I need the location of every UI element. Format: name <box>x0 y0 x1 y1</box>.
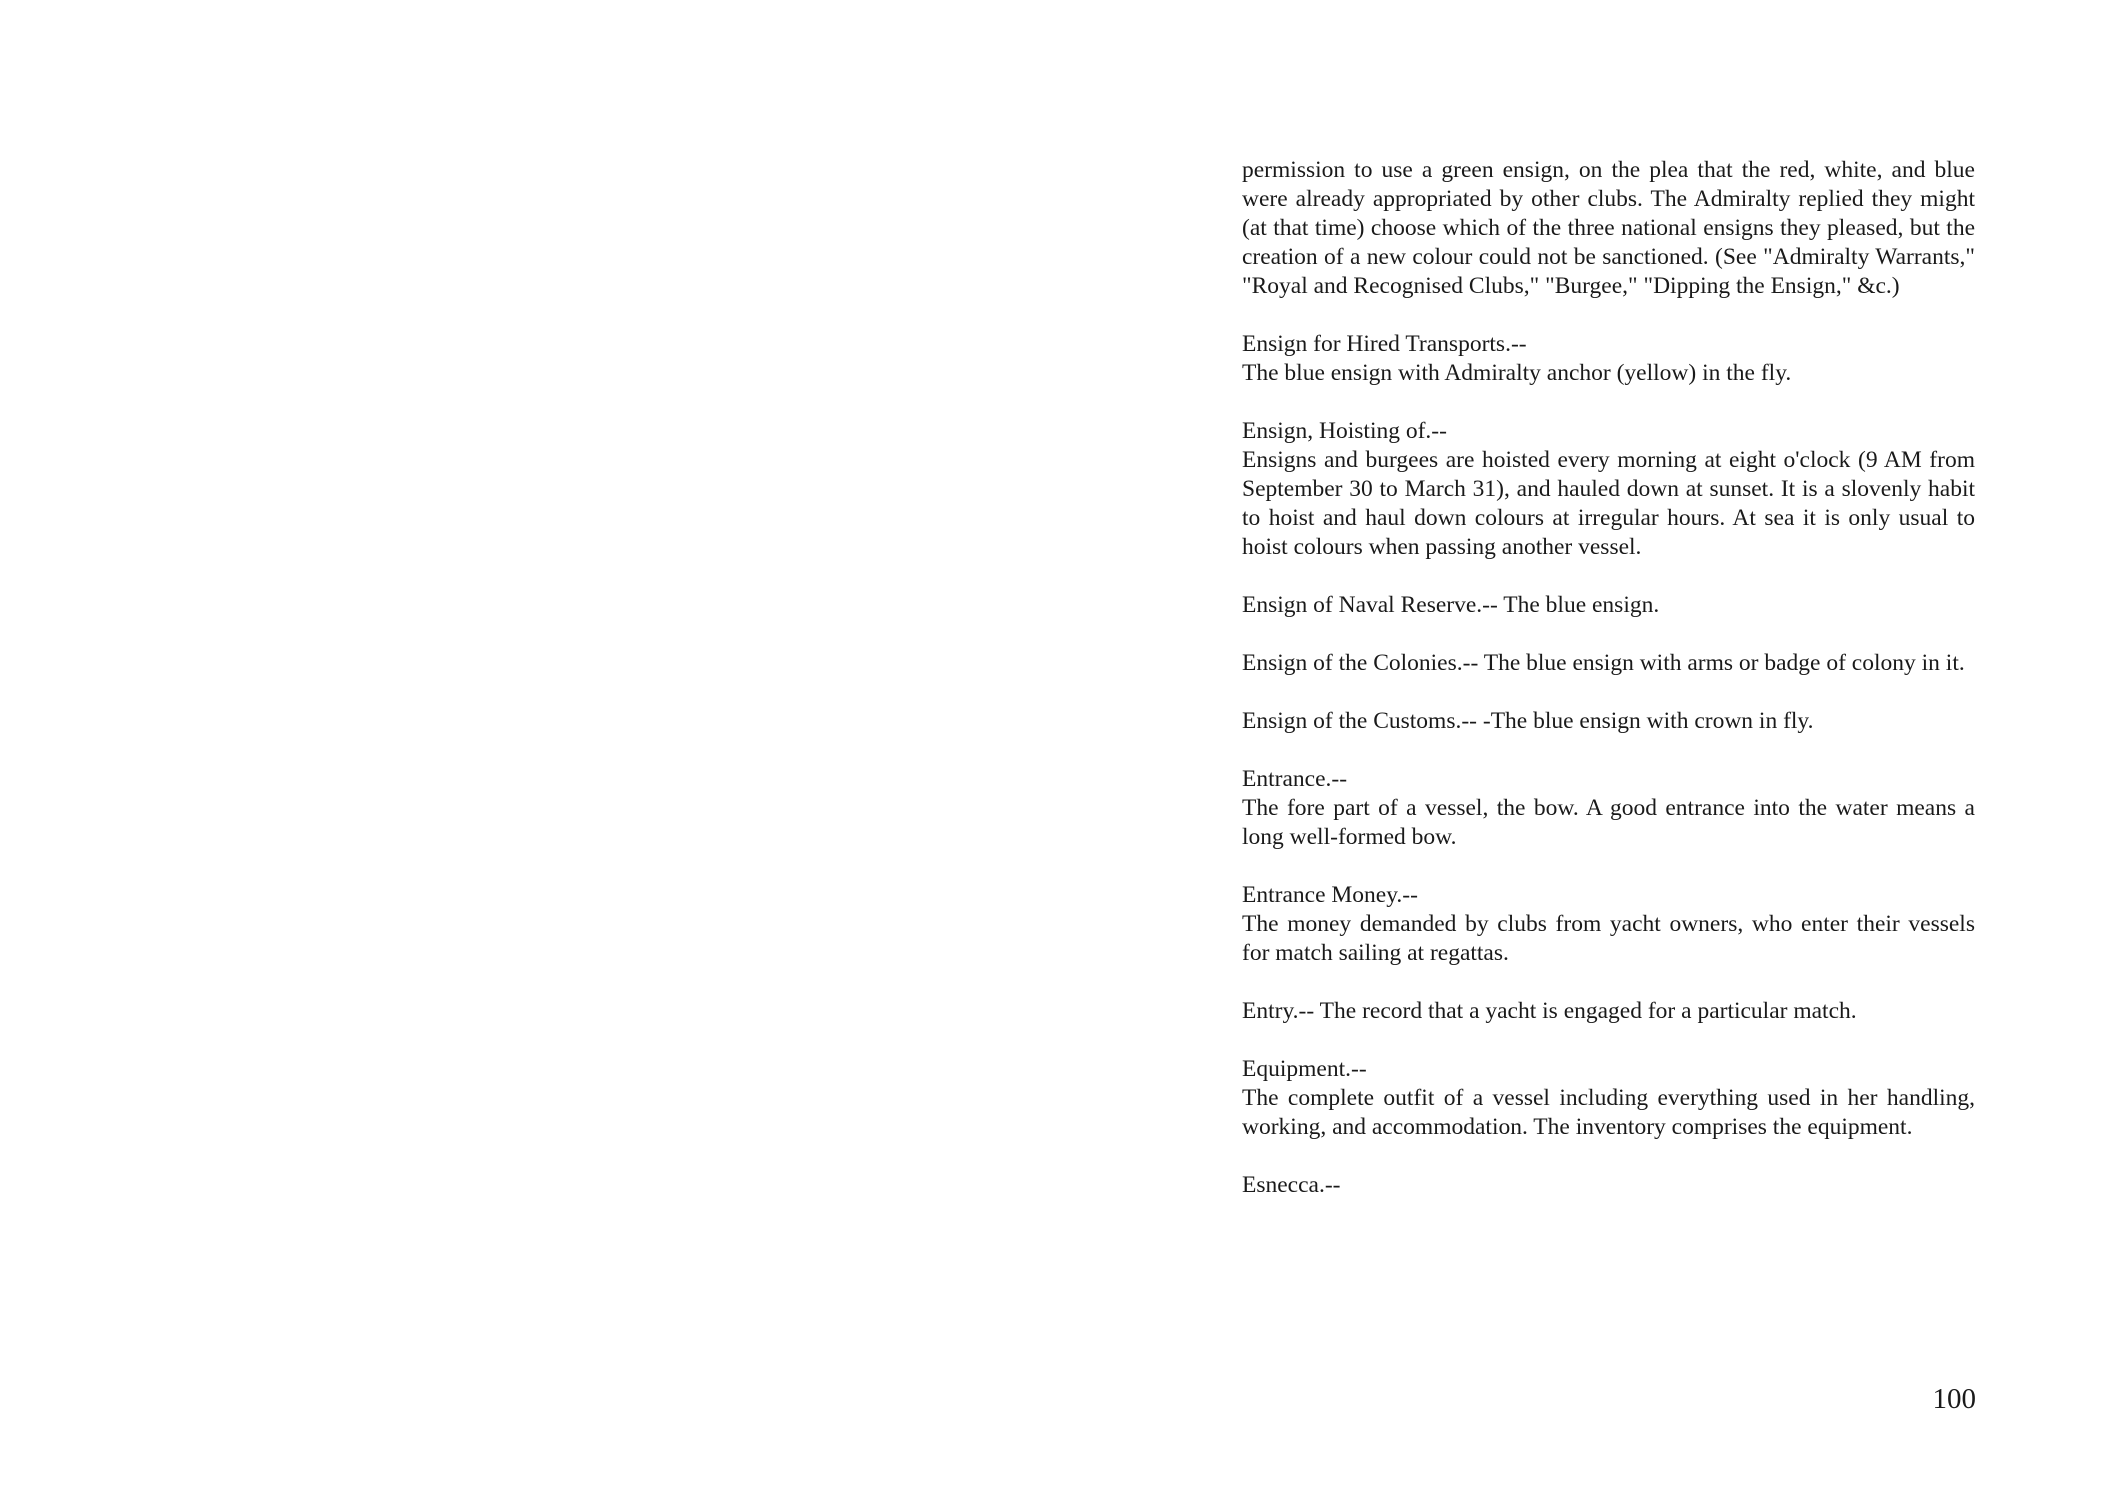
entry-heading: Entrance.-- <box>1242 766 1348 792</box>
glossary-entry <box>1242 765 1975 852</box>
glossary-entry <box>1242 591 1975 620</box>
right-page <box>1052 0 2105 1489</box>
glossary-entry <box>1242 649 1975 678</box>
left-page-blank <box>0 0 1052 1489</box>
glossary-entry <box>1242 330 1975 388</box>
entry-body: permission to use a green ensign, on the plea that the red, white, and blue were already appropriated by other clubs. The Admiralty replied they might (at that time) choose which of the three national ensigns they pleased, but the creation of a new colour could not be sanctioned. (See "Admiralty Warrants," "Royal and Recognised Clubs," "Burgee," "Dipping the Ensign," &c.) <box>1242 157 1975 299</box>
glossary-entry <box>1242 156 1975 301</box>
entry-body: Ensign of the Customs.-- -The blue ensign with crown in fly. <box>1242 708 1814 734</box>
entry-heading: Esnecca.-- <box>1242 1172 1341 1198</box>
glossary-entry <box>1242 997 1975 1026</box>
page-number: 100 <box>1932 1383 1976 1415</box>
entry-body: The complete outfit of a vessel including everything used in her handling, working, and accommodation. The inventory comprises the equipment. <box>1242 1085 1975 1140</box>
entry-body: The blue ensign with Admiralty anchor (yellow) in the fly. <box>1242 360 1792 386</box>
glossary-entry <box>1242 1171 1975 1200</box>
entry-body: Entry.-- The record that a yacht is engaged for a particular match. <box>1242 998 1857 1024</box>
glossary-entry <box>1242 417 1975 562</box>
entry-body: Ensigns and burgees are hoisted every morning at eight o'clock (9 AM from September 30 to March 31), and hauled down at sunset. It is a slovenly habit to hoist and haul down colours at irregular hours. At sea it is only usual to hoist colours when passing another vessel. <box>1242 447 1975 560</box>
glossary-entry <box>1242 881 1975 968</box>
entry-heading: Ensign, Hoisting of.-- <box>1242 418 1447 444</box>
entry-heading: Ensign for Hired Transports.-- <box>1242 331 1527 357</box>
text-column <box>1242 156 1975 1229</box>
entry-body: Ensign of Naval Reserve.-- The blue ensign. <box>1242 592 1660 618</box>
glossary-entry <box>1242 1055 1975 1142</box>
entry-heading: Equipment.-- <box>1242 1056 1367 1082</box>
entry-heading: Entrance Money.-- <box>1242 882 1418 908</box>
entry-body: The money demanded by clubs from yacht owners, who enter their vessels for match sailing at regattas. <box>1242 911 1975 966</box>
glossary-entry <box>1242 707 1975 736</box>
entry-body: The fore part of a vessel, the bow. A good entrance into the water means a long well-formed bow. <box>1242 795 1975 850</box>
entry-body: Ensign of the Colonies.-- The blue ensign with arms or badge of colony in it. <box>1242 650 1965 676</box>
